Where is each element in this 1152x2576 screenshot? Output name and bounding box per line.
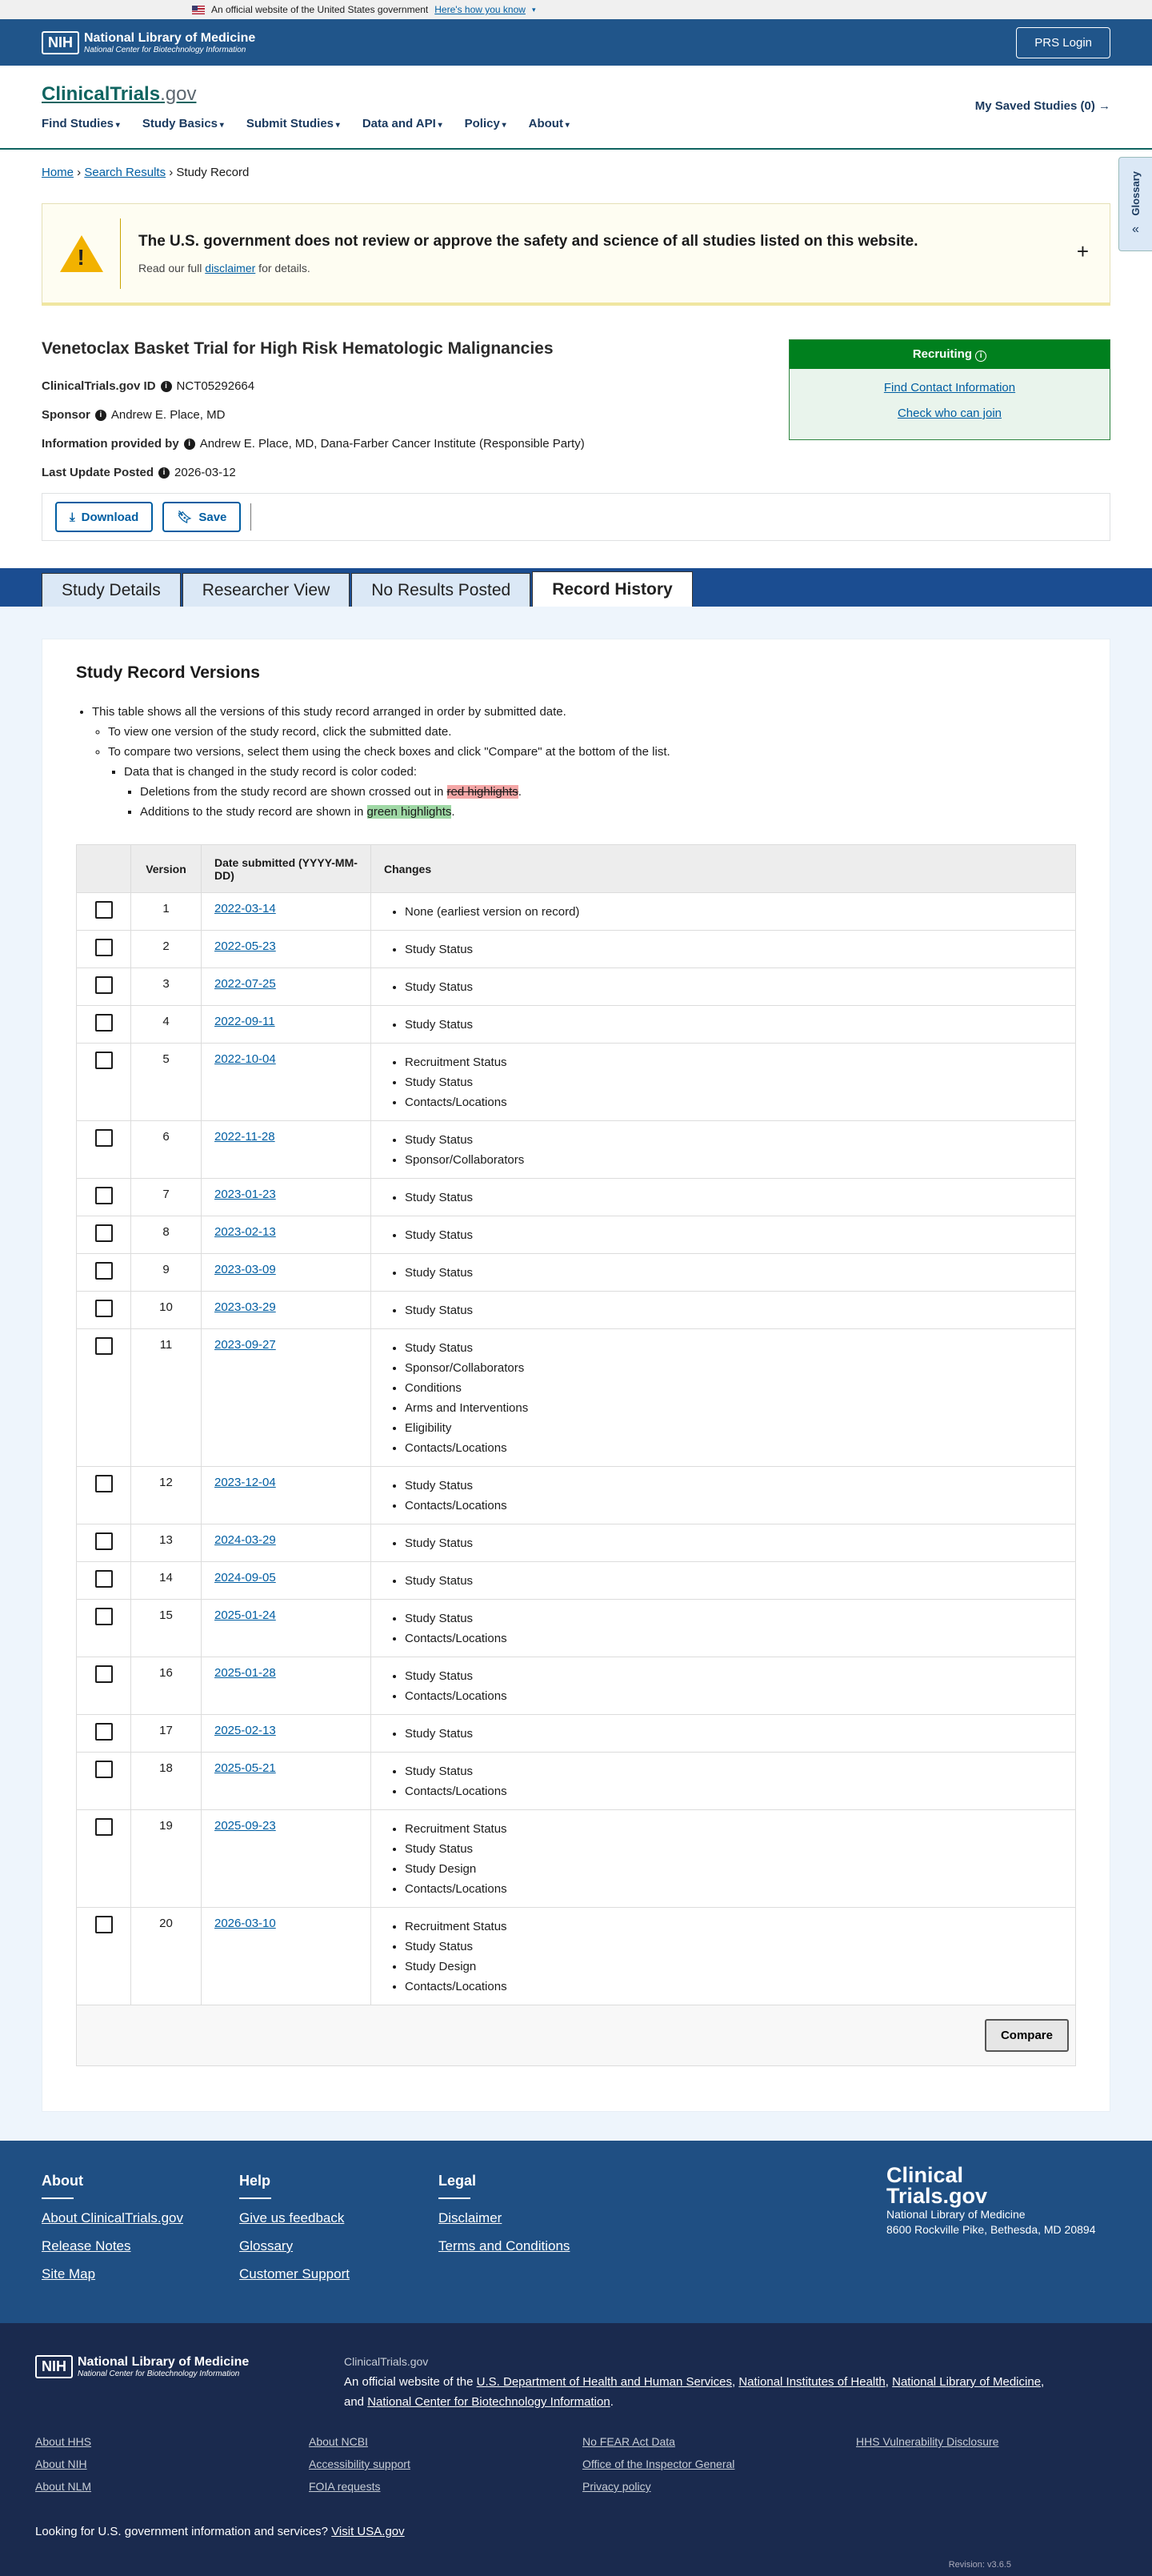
footer-brand	[886, 2165, 1102, 2237]
disclaimer-link[interactable]: disclaimer	[205, 261, 256, 274]
version-checkbox[interactable]	[95, 1052, 113, 1069]
change-item: • Contacts/Locations	[405, 1781, 1062, 1801]
study-header	[0, 306, 1152, 493]
change-item: • Contacts/Locations	[405, 1092, 1062, 1112]
change-item: • Study Status	[405, 1338, 1062, 1358]
version-number: 18	[131, 1753, 202, 1810]
download-button[interactable]: ⤓ Download	[55, 502, 153, 532]
heres-how-you-know-link[interactable]: Here's how you know	[434, 4, 526, 15]
version-date-link[interactable]: 2025-05-21	[214, 1761, 276, 1775]
brand-org: National Library of Medicine	[886, 2208, 1026, 2221]
versions-card	[42, 639, 1110, 2112]
change-item: • Study Status	[405, 1839, 1062, 1859]
version-row	[77, 1254, 1076, 1292]
version-checkbox[interactable]	[95, 1608, 113, 1625]
change-item: • Sponsor/Collaborators	[405, 1358, 1062, 1378]
change-item: • Recruitment Status	[405, 1819, 1062, 1839]
gov-banner-text: An official website of the United States government	[211, 4, 429, 15]
usa-gov-note: Looking for U.S. government information and services? Visit USA.gov	[35, 2525, 405, 2538]
version-checkbox[interactable]	[95, 1014, 113, 1032]
glossary-tab[interactable]	[1118, 157, 1152, 251]
footer-official-text: ClinicalTrials.gov An official website of the U.S. Department of Health and Human Services, National Institutes of Health, National Library of Medicine, and National Center for Biotechnology Information.	[344, 2352, 1088, 2412]
change-item: • Study Design	[405, 1859, 1062, 1879]
info-icon[interactable]: i	[161, 381, 172, 392]
footer-about-title: About	[42, 2173, 83, 2189]
brand-address: 8600 Rockville Pike, Bethesda, MD 20894	[886, 2223, 1096, 2236]
col-changes: Changes	[371, 845, 1076, 893]
change-item: • Study Status	[405, 1225, 1062, 1245]
bookmark-icon: 🔖︎	[177, 511, 193, 524]
footer-gov	[0, 2323, 1152, 2576]
change-item: • Conditions	[405, 1378, 1062, 1398]
version-row	[77, 1908, 1076, 2005]
footer-link[interactable]: Glossary	[239, 2238, 294, 2253]
info-provided-value: Andrew E. Place, MD, Dana-Farber Cancer Institute (Responsible Party)	[199, 437, 585, 451]
version-checkbox[interactable]	[95, 1761, 113, 1778]
version-checkbox[interactable]	[95, 1532, 113, 1550]
version-date-link[interactable]: 2022-07-25	[214, 977, 276, 991]
version-number: 10	[131, 1292, 202, 1329]
footer-about	[42, 2173, 183, 2294]
warning-icon	[60, 235, 103, 272]
save-button[interactable]: 🔖︎ Save	[162, 502, 241, 532]
nav-about[interactable]: About ▾	[529, 117, 570, 130]
footer-link[interactable]: About ClinicalTrials.gov	[42, 2210, 183, 2225]
version-row	[77, 1216, 1076, 1254]
info-icon[interactable]: i	[158, 467, 170, 479]
deletions-note: ▪ Deletions from the study record are shown crossed out in red highlights.	[140, 782, 1076, 802]
tab-record-history[interactable]: Record History	[532, 571, 693, 607]
sponsor-value: Andrew E. Place, MD	[110, 408, 226, 422]
info-provided-label: Information provided by	[42, 437, 179, 451]
change-item: • Recruitment Status	[405, 1052, 1062, 1072]
version-number: 14	[131, 1562, 202, 1600]
version-date-link[interactable]: 2022-05-23	[214, 939, 276, 953]
version-row	[77, 1179, 1076, 1216]
footer-gov-links	[35, 2434, 1096, 2494]
disclaimer-alert: ! The U.S. government does not review or approve the safety and science of all studies listed on this website. Read our full disclaimer for details. +	[42, 203, 1110, 306]
download-icon: ⤓	[70, 510, 75, 524]
version-date-link[interactable]: 2023-02-13	[214, 1225, 276, 1239]
version-date-link[interactable]: 2023-03-09	[214, 1263, 276, 1276]
change-item: • Contacts/Locations	[405, 1496, 1062, 1516]
version-row	[77, 1329, 1076, 1467]
version-checkbox[interactable]	[95, 1300, 113, 1317]
version-number: 12	[131, 1467, 202, 1524]
footer-legal-title: Legal	[438, 2173, 477, 2189]
footer-link[interactable]: Site Map	[42, 2266, 96, 2282]
footer-link[interactable]: Give us feedback	[239, 2210, 345, 2225]
check-who-can-join-link[interactable]: Check who can join	[897, 407, 1002, 420]
version-row	[77, 968, 1076, 1006]
version-row	[77, 1600, 1076, 1657]
version-checkbox[interactable]	[95, 939, 113, 956]
info-icon[interactable]: i	[975, 351, 986, 362]
version-number: 4	[131, 1006, 202, 1044]
footer-gov-link[interactable]: About NCBI	[309, 2435, 368, 2448]
change-item: • Study Status	[405, 1300, 1062, 1320]
version-date-link[interactable]: 2024-09-05	[214, 1571, 276, 1584]
additions-note: ▪ Additions to the study record are shown in green highlights.	[140, 802, 1076, 822]
version-row	[77, 1753, 1076, 1810]
nih-link[interactable]: National Institutes of Health	[738, 2375, 886, 2389]
footer-link[interactable]: Customer Support	[239, 2266, 350, 2282]
version-row	[77, 931, 1076, 968]
footer-legal	[438, 2173, 570, 2266]
version-number: 19	[131, 1810, 202, 1908]
version-row	[77, 1715, 1076, 1753]
version-date-link[interactable]: 2023-09-27	[214, 1338, 276, 1352]
versions-coded-note: ▪ Data that is changed in the study record is color coded:	[124, 762, 1076, 782]
footer-gov-link[interactable]: Office of the Inspector General	[582, 2458, 735, 2470]
nlm-link[interactable]: National Library of Medicine	[892, 2375, 1042, 2389]
info-icon[interactable]: i	[95, 410, 106, 421]
footer-link[interactable]: Terms and Conditions	[438, 2238, 570, 2253]
version-number: 5	[131, 1044, 202, 1121]
change-item: • Study Status	[405, 1015, 1062, 1035]
version-date-link[interactable]: 2025-01-24	[214, 1608, 276, 1622]
change-item: • Study Status	[405, 1608, 1062, 1629]
version-number: 9	[131, 1254, 202, 1292]
change-item: • Study Status	[405, 1476, 1062, 1496]
version-checkbox[interactable]	[95, 1665, 113, 1683]
id-label: ClinicalTrials.gov ID	[42, 379, 156, 393]
version-row	[77, 1657, 1076, 1715]
version-date-link[interactable]: 2025-02-13	[214, 1724, 276, 1737]
saved-studies-link[interactable]: My Saved Studies (0) →	[974, 99, 1110, 113]
version-checkbox[interactable]	[95, 1337, 113, 1355]
nlm-header	[0, 19, 1152, 66]
nih-logo-icon: NIH	[42, 31, 79, 54]
change-item: • Study Status	[405, 1937, 1062, 1957]
versions-intro: • This table shows all the versions of this study record arranged in order by submitted date.	[92, 702, 1076, 722]
version-number: 11	[131, 1329, 202, 1467]
change-item: • Study Status	[405, 939, 1062, 959]
version-checkbox[interactable]	[95, 1818, 113, 1836]
version-checkbox[interactable]	[95, 976, 113, 994]
version-number: 13	[131, 1524, 202, 1562]
version-number: 15	[131, 1600, 202, 1657]
version-date-link[interactable]: 2022-03-14	[214, 902, 276, 915]
versions-table	[76, 844, 1076, 2066]
last-update-label: Last Update Posted	[42, 466, 154, 479]
change-item: • Contacts/Locations	[405, 1438, 1062, 1458]
change-item: • Study Design	[405, 1957, 1062, 1977]
nih-logo-icon: NIH	[35, 2355, 73, 2378]
version-number: 17	[131, 1715, 202, 1753]
version-checkbox[interactable]	[95, 1129, 113, 1147]
recruiting-status-box	[789, 339, 1110, 440]
version-row	[77, 1121, 1076, 1179]
version-checkbox[interactable]	[95, 1262, 113, 1280]
version-number: 7	[131, 1179, 202, 1216]
breadcrumb-search[interactable]: Search Results	[84, 166, 166, 179]
ncbi-link[interactable]: National Center for Biotechnology Information	[367, 2395, 610, 2409]
footer-nlm-logo[interactable]: NIH National Library of Medicine National Center for Biotechnology Information	[35, 2355, 249, 2378]
change-item: • Study Status	[405, 1533, 1062, 1553]
version-row	[77, 1810, 1076, 1908]
nav-study-basics[interactable]: Study Basics ▾	[142, 117, 224, 130]
col-version: Version	[131, 845, 202, 893]
change-item: • Sponsor/Collaborators	[405, 1150, 1062, 1170]
revision-label: Revision: v3.6.5	[948, 2560, 1011, 2570]
footer-help	[239, 2173, 350, 2294]
find-contact-link[interactable]: Find Contact Information	[883, 381, 1016, 395]
main-nav	[42, 117, 1110, 130]
version-number: 1	[131, 893, 202, 931]
nlm-logo[interactable]	[42, 31, 255, 54]
change-item: • Eligibility	[405, 1418, 1062, 1438]
footer-link[interactable]: Release Notes	[42, 2238, 131, 2253]
nav-data-api[interactable]: Data and API ▾	[362, 117, 442, 130]
version-row	[77, 893, 1076, 931]
study-toolbar	[42, 493, 1110, 541]
change-item: • Contacts/Locations	[405, 1629, 1062, 1649]
version-date-link[interactable]: 2025-01-28	[214, 1666, 276, 1680]
footer-gov-link[interactable]: FOIA requests	[309, 2480, 381, 2493]
brand-line2: Trials.gov	[886, 2184, 988, 2208]
col-date: Date submitted (YYYY-MM-DD)	[202, 845, 371, 893]
version-number: 8	[131, 1216, 202, 1254]
col-select	[77, 845, 131, 893]
version-date-link[interactable]: 2023-12-04	[214, 1476, 276, 1489]
footer-gov-link[interactable]: About NIH	[35, 2458, 87, 2470]
study-id: NCT05292664	[176, 379, 255, 393]
breadcrumb-home[interactable]: Home	[42, 166, 74, 179]
nav-submit-studies[interactable]: Submit Studies ▾	[246, 117, 340, 130]
change-item: • Contacts/Locations	[405, 1879, 1062, 1899]
study-tabs	[0, 568, 1152, 607]
toolbar-divider	[250, 503, 251, 531]
versions-view-note: ◦ To view one version of the study record, click the submitted date.	[108, 722, 1076, 742]
version-row	[77, 1044, 1076, 1121]
version-checkbox[interactable]	[95, 1570, 113, 1588]
change-item: • Study Status	[405, 977, 1062, 997]
us-flag-icon	[192, 6, 205, 14]
version-date-link[interactable]: 2024-03-29	[214, 1533, 276, 1547]
footer-help-title: Help	[239, 2173, 271, 2189]
breadcrumb-current: Study Record	[176, 166, 250, 179]
brand-line1: Clinical	[886, 2163, 964, 2187]
version-date-link[interactable]: 2022-09-11	[214, 1015, 275, 1028]
usa-gov-link[interactable]: Visit USA.gov	[331, 2525, 405, 2538]
change-item: • Contacts/Locations	[405, 1977, 1062, 1997]
version-number: 16	[131, 1657, 202, 1715]
version-number: 3	[131, 968, 202, 1006]
change-item: • Recruitment Status	[405, 1917, 1062, 1937]
version-date-link[interactable]: 2022-11-28	[214, 1130, 275, 1144]
tab-researcher-view[interactable]: Researcher View	[182, 573, 350, 607]
last-update-value: 2026-03-12	[174, 466, 236, 479]
change-item: • Study Status	[405, 1724, 1062, 1744]
change-item: • Contacts/Locations	[405, 1686, 1062, 1706]
nav-find-studies[interactable]: Find Studies ▾	[42, 117, 120, 130]
change-item: • Study Status	[405, 1571, 1062, 1591]
version-checkbox[interactable]	[95, 1224, 113, 1242]
expand-plus-icon[interactable]: +	[1076, 239, 1089, 263]
version-checkbox[interactable]	[95, 1187, 113, 1204]
study-title: Venetoclax Basket Trial for High Risk Hematologic Malignancies	[42, 339, 554, 358]
version-date-link[interactable]: 2026-03-10	[214, 1917, 276, 1930]
change-item: • Study Status	[405, 1130, 1062, 1150]
footer-gov-link[interactable]: Accessibility support	[309, 2458, 410, 2470]
footer-gov-link[interactable]: HHS Vulnerability Disclosure	[856, 2435, 999, 2448]
version-number: 6	[131, 1121, 202, 1179]
breadcrumb: Home › Search Results › Study Record	[42, 166, 250, 179]
change-item: • Study Status	[405, 1263, 1062, 1283]
nlm-title: National Library of Medicine	[84, 30, 256, 45]
nav-policy[interactable]: Policy ▾	[465, 117, 506, 130]
content-area	[0, 607, 1152, 2141]
version-checkbox[interactable]	[95, 1723, 113, 1741]
hhs-link[interactable]: U.S. Department of Health and Human Services	[476, 2375, 732, 2389]
versions-compare-note: ◦ To compare two versions, select them using the check boxes and click "Compare" at the bottom of the list.	[108, 742, 1076, 762]
version-row	[77, 1006, 1076, 1044]
footer-gov-link[interactable]: Privacy policy	[582, 2480, 651, 2493]
footer-site-name: ClinicalTrials.gov	[344, 2355, 429, 2368]
version-date-link[interactable]: 2023-03-29	[214, 1300, 276, 1314]
chevrons-left-icon: «	[1132, 222, 1139, 236]
tab-study-details[interactable]: Study Details	[42, 573, 181, 607]
change-item: • Study Status	[405, 1761, 1062, 1781]
versions-heading: Study Record Versions	[76, 663, 260, 682]
version-number: 20	[131, 1908, 202, 2005]
change-item: • None (earliest version on record)	[405, 902, 1062, 922]
version-date-link[interactable]: 2022-10-04	[214, 1052, 276, 1066]
change-item: • Arms and Interventions	[405, 1398, 1062, 1418]
version-number: 2	[131, 931, 202, 968]
version-row	[77, 1562, 1076, 1600]
chevron-down-icon: ▾	[531, 5, 536, 14]
status-label: Recruiting	[912, 347, 972, 361]
nlm-subtitle: National Center for Biotechnology Information	[84, 45, 246, 54]
version-checkbox[interactable]	[95, 901, 113, 919]
version-row	[77, 1467, 1076, 1524]
version-date-link[interactable]: 2025-09-23	[214, 1819, 276, 1833]
footer-gov-link[interactable]: About HHS	[35, 2435, 92, 2448]
version-row	[77, 1292, 1076, 1329]
compare-button[interactable]: Compare	[985, 2019, 1069, 2052]
glossary-label: Glossary	[1130, 171, 1142, 216]
info-icon[interactable]: i	[184, 439, 195, 450]
version-checkbox[interactable]	[95, 1916, 113, 1933]
tab-no-results[interactable]: No Results Posted	[351, 573, 530, 607]
gov-banner	[0, 0, 1152, 19]
sponsor-label: Sponsor	[42, 408, 90, 422]
alert-title: The U.S. government does not review or approve the safety and science of all studies listed on this website.	[138, 232, 918, 250]
footer-gov-link[interactable]: About NLM	[35, 2480, 92, 2493]
ct-logo[interactable]: ClinicalTrials.gov	[42, 83, 197, 105]
prs-login-button[interactable]: PRS Login	[1016, 27, 1110, 58]
footer-link[interactable]: Disclaimer	[438, 2210, 502, 2225]
footer-gov-link[interactable]: No FEAR Act Data	[582, 2435, 675, 2448]
version-row	[77, 1524, 1076, 1562]
version-date-link[interactable]: 2023-01-23	[214, 1188, 276, 1201]
change-item: • Study Status	[405, 1188, 1062, 1208]
change-item: • Study Status	[405, 1666, 1062, 1686]
change-item: • Study Status	[405, 1072, 1062, 1092]
version-checkbox[interactable]	[95, 1475, 113, 1492]
footer-main	[0, 2141, 1152, 2323]
